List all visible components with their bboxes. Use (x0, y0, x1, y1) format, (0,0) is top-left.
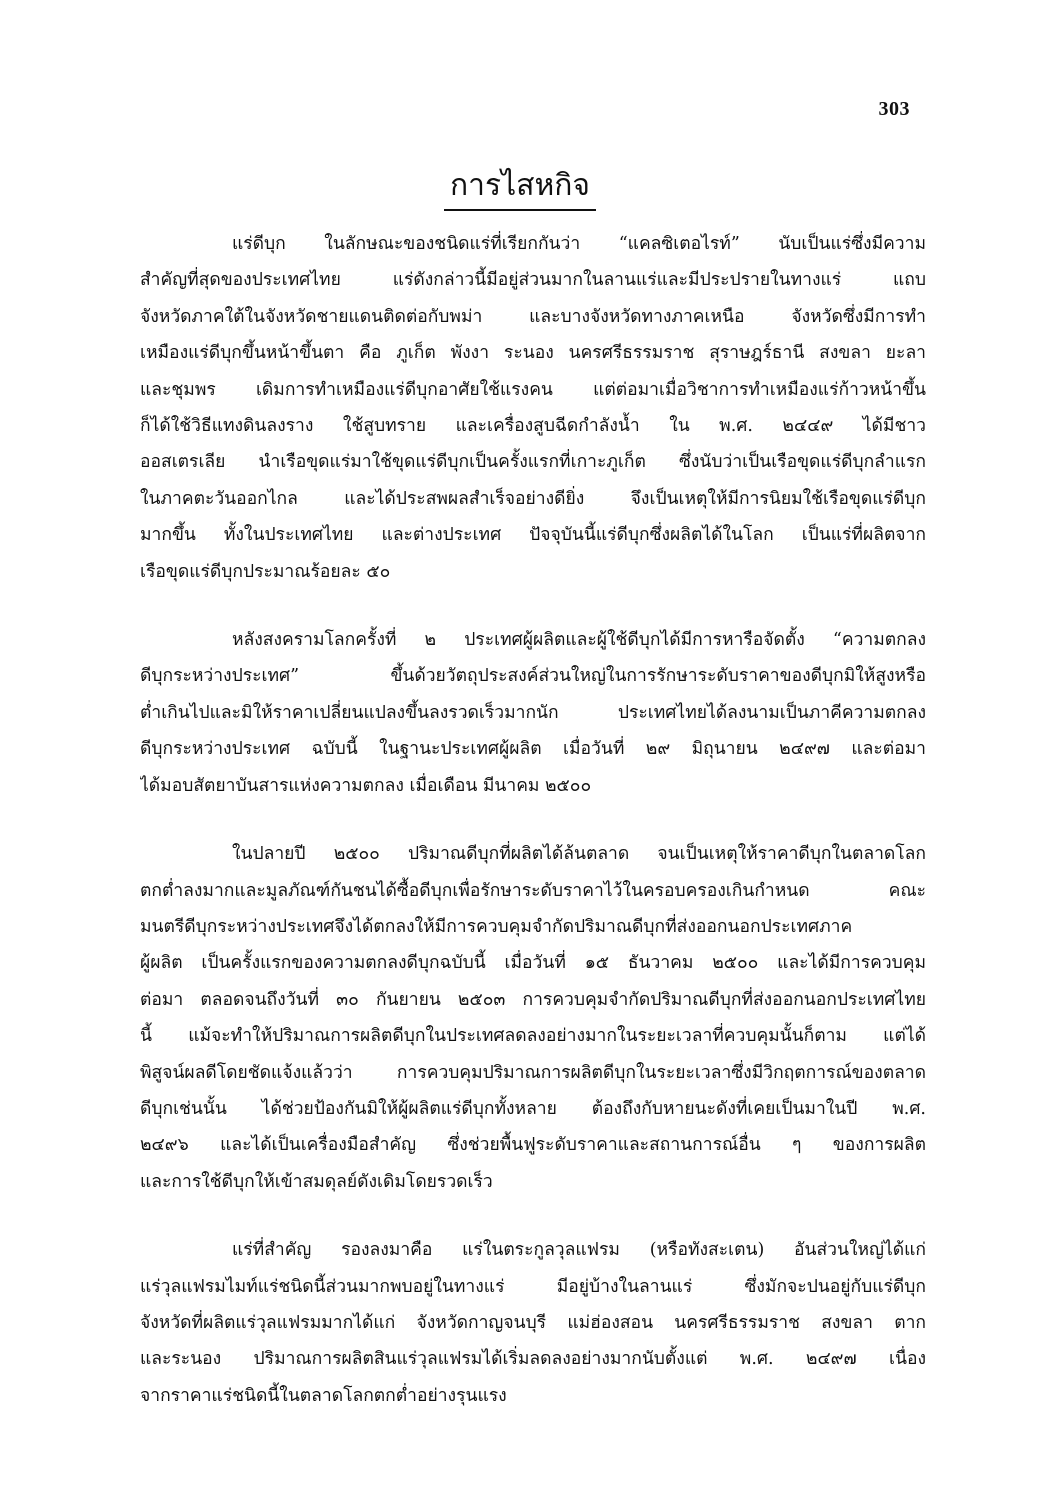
document-body (140, 226, 926, 1414)
text-line: ก็ได้ใช้วิธีแทงดินลงราง ใช้สูบทราย และเครื่องสูบฉีดกำลังน้ำ ใน พ.ศ. ๒๔๔๙ ได้มีชาว (140, 416, 926, 437)
text-line: ในภาคตะวันออกไกล และได้ประสพผลสำเร็จอย่างดียิ่ง จึงเป็นเหตุให้มีการนิยมใช้เรือขุดแร่ดีบุก (140, 488, 926, 509)
text-line: แร่วุลแฟรมไมท์แร่ชนิดนี้ส่วนมากพบอยู่ในทางแร่ มีอยู่บ้างในลานแร่ ซึ่งมักจะปนอยู่กับแร่ดีบุก (140, 1276, 926, 1297)
paragraph-1 (140, 226, 926, 590)
text-line: ในปลายปี ๒๕๐๐ ปริมาณดีบุกที่ผลิตได้ล้นตลาด จนเป็นเหตุให้ราคาดีบุกในตลาดโลก (232, 844, 926, 865)
text-line: พิสูจน์ผลดีโดยชัดแจ้งแล้วว่า การควบคุมปริมาณการผลิตดีบุกในระยะเวลาซึ่งมีวิกฤตการณ์ของตลาด (140, 1062, 926, 1083)
text-line: แร่ที่สำคัญ รองลงมาคือ แร่ในตระกูลวุลแฟรม (หรือทังสะเตน) อันส่วนใหญ่ได้แก่ (232, 1240, 926, 1261)
text-line: ผู้ผลิต เป็นครั้งแรกของความตกลงดีบุกฉบับนี้ เมื่อวันที่ ๑๕ ธันวาคม ๒๕๐๐ และได้มีการควบคุม (140, 953, 926, 974)
paragraph-3 (140, 836, 926, 1200)
page-title (0, 166, 1040, 211)
text-line: แร่ดีบุก ในลักษณะของชนิดแร่ที่เรียกกันว่า “แคลซิเตอไรท์” นับเป็นแร่ซึ่งมีความ (232, 234, 926, 254)
text-line: มากขึ้น ทั้งในประเทศไทย และต่างประเทศ ปัจจุบันนี้แร่ดีบุกซึ่งผลิตได้ในโลก เป็นแร่ที่ผลิตจาก (140, 525, 926, 546)
paragraph-2 (140, 622, 926, 804)
page-title-text: การไสหกิจ (444, 166, 596, 211)
text-line: ตกต่ำลงมากและมูลภัณฑ์กันชนได้ซื้อดีบุกเพื่อรักษาระดับราคาไว้ในครอบครองเกินกำหนด คณะ (140, 880, 926, 901)
text-line: ดีบุกระหว่างประเทศ” ขึ้นด้วยวัตถุประสงค์ส่วนใหญ่ในการรักษาระดับราคาของดีบุกมิให้สูงหรือ (140, 666, 926, 687)
text-line: ๒๔๙๖ และได้เป็นเครื่องมือสำคัญ ซึ่งช่วยพื้นฟูระดับราคาและสถานการณ์อื่น ๆ ของการผลิต (140, 1135, 926, 1156)
text-line: จังหวัดภาคใต้ในจังหวัดชายแดนติดต่อกับพม่า และบางจังหวัดทางภาคเหนือ จังหวัดซึ่งมีการทำ (140, 306, 926, 327)
text-line: และระนอง ปริมาณการผลิตสินแร่วุลแฟรมได้เริ่มลดลงอย่างมากนับตั้งแต่ พ.ศ. ๒๔๙๗ เนื่อง (140, 1349, 926, 1370)
text-line: สำคัญที่สุดของประเทศไทย แร่ดังกล่าวนี้มีอยู่ส่วนมากในลานแร่และมีประปรายในทางแร่ แถบ (140, 270, 926, 291)
text-line: ดีบุกเช่นนั้น ได้ช่วยป้องกันมิให้ผู้ผลิตแร่ดีบุกทั้งหลาย ต้องถึงกับหายนะดังที่เคยเป็นมาในปี พ.ศ. (140, 1098, 926, 1119)
page-number: 303 (878, 98, 910, 120)
text-line: นี้ แม้จะทำให้ปริมาณการผลิตดีบุกในประเทศลดลงอย่างมากในระยะเวลาที่ควบคุมนั้นก็ตาม แต่ได้ (140, 1026, 926, 1047)
text-line: มนตรีดีบุกระหว่างประเทศจึงได้ตกลงให้มีการควบคุมจำกัดปริมาณดีบุกที่ส่งออกนอกประเทศภาค (140, 916, 853, 937)
text-line: จังหวัดที่ผลิตแร่วุลแฟรมมากได้แก่ จังหวัดกาญจนบุรี แม่ฮ่องสอน นครศรีธรรมราช สงขลา ตาก (140, 1312, 926, 1333)
text-line: และการใช้ดีบุกให้เข้าสมดุลย์ดังเดิมโดยรวดเร็ว (140, 1171, 493, 1192)
text-line: ดีบุกระหว่างประเทศ ฉบับนี้ ในฐานะประเทศผู้ผลิต เมื่อวันที่ ๒๙ มิถุนายน ๒๔๙๗ และต่อมา (140, 739, 926, 760)
text-line: ออสเตรเลีย นำเรือขุดแร่มาใช้ขุดแร่ดีบุกเป็นครั้งแรกที่เกาะภูเก็ต ซึ่งนับว่าเป็นเรือขุดแร่ดีบุกลำแรก (140, 452, 926, 473)
text-line: เรือขุดแร่ดีบุกประมาณร้อยละ ๕๐ (140, 561, 391, 582)
text-line: ได้มอบสัตยาบันสารแห่งความตกลง เมื่อเดือน มีนาคม ๒๕๐๐ (140, 775, 592, 796)
text-line: ต่อมา ตลอดจนถึงวันที่ ๓๐ กันยายน ๒๕๐๓ การควบคุมจำกัดปริมาณดีบุกที่ส่งออกนอกประเทศไทย (140, 989, 926, 1010)
paragraph-4 (140, 1232, 926, 1414)
text-line: จากราคาแร่ชนิดนี้ในตลาดโลกตกต่ำอย่างรุนแรง (140, 1385, 507, 1406)
text-line: หลังสงครามโลกครั้งที่ ๒ ประเทศผู้ผลิตและผู้ใช้ดีบุกได้มีการหารือจัดตั้ง “ความตกลง (232, 630, 926, 651)
text-line: ต่ำเกินไปและมิให้ราคาเปลี่ยนแปลงขึ้นลงรวดเร็วมากนัก ประเทศไทยได้ลงนามเป็นภาคีความตกลง (140, 702, 926, 723)
text-line: เหมืองแร่ดีบุกขึ้นหน้าขึ้นตา คือ ภูเก็ต พังงา ระนอง นครศรีธรรมราช สุราษฎร์ธานี สงขลา ยะลา (140, 343, 926, 364)
text-line: และชุมพร เดิมการทำเหมืองแร่ดีบุกอาศัยใช้แรงคน แต่ต่อมาเมื่อวิชาการทำเหมืองแร่ก้าวหน้าขึ้น (140, 379, 926, 400)
